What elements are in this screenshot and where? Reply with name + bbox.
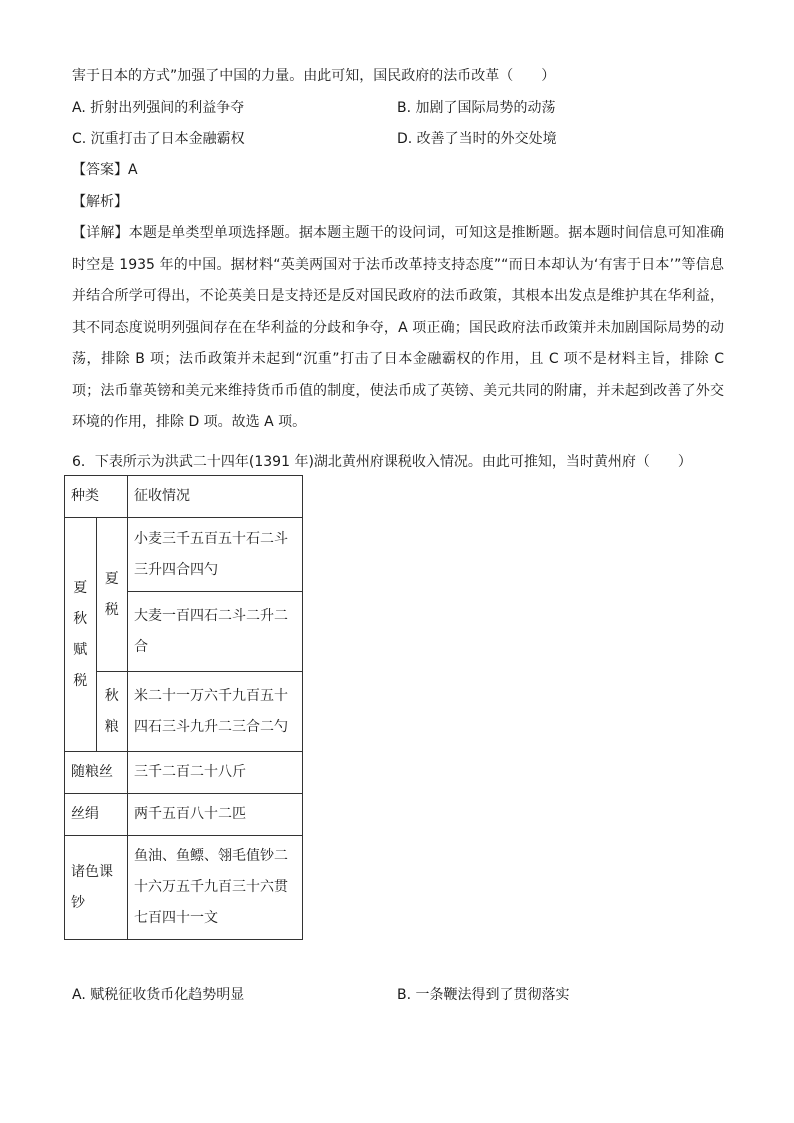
- q5-option-c: C. 沉重打击了日本金融霸权: [72, 131, 245, 147]
- answer-label: 【答案】: [72, 162, 128, 178]
- q5-option-b: B. 加剧了国际局势的动荡: [397, 100, 556, 116]
- juan-value: 两千五百八十二匹: [128, 794, 303, 836]
- q5-option-d: D. 改善了当时的外交处境: [397, 131, 557, 147]
- q6-option-b: B. 一条鞭法得到了贯彻落实: [397, 987, 570, 1003]
- detail-text: 本题是单类型单项选择题。据本题主题干的设问词，可知这是推断题。据本题时间信息可知准确时空是 1935 年的中国。据材料“英美两国对于法币改革持支持态度”“而日本却认为‘有害于日本’”等信息并结合所学可得出，不论英美日是支持还是反对国民政府的法币政策，其根本出发点是维护其在华利益，其不同态度说明列强间存在在华利益的分歧和争夺，A 项正确；国民政府法币政策并未加剧国际局势的动荡，排除 B 项；法币政策并未起到“沉重”打击了日本金融霸权的作用，且 C 项不是材料主旨，排除 C 项；法币靠英镑和美元来维持货币币值的制度，使法币成了英镑、美元共同的附庸，并未起到改善了外交环境的作用，排除 D 项。故选 A 项。: [72, 225, 725, 430]
- sub-summer-tax: 夏税: [96, 518, 128, 672]
- misc-tax-label: 诸色课钞: [65, 836, 128, 940]
- group-summer-autumn-tax: 夏秋赋税: [65, 518, 97, 752]
- wheat-value: 小麦三千五百五十石二斗三升四合四勺: [128, 518, 303, 592]
- q6-stem: 6．下表所示为洪武二十四年(1391 年)湖北黄州府课税收入情况。由此可推知，当时黄州府（ ）: [72, 454, 692, 470]
- barley-value: 大麦一百四石二斗二升二合: [128, 592, 303, 672]
- q5-answer: [72, 160, 138, 180]
- detail-label: 【详解】: [72, 225, 129, 241]
- sub-autumn-grain: 秋粮: [96, 672, 128, 752]
- q5-option-a: A. 折射出列强间的利益争夺: [72, 100, 245, 116]
- answer-value: A: [128, 162, 138, 178]
- tax-table: [64, 475, 303, 940]
- q5-stem-tail: 害于日本的方式”加强了中国的力量。由此可知，国民政府的法币改革（ ）: [72, 68, 556, 84]
- q5-detail: [72, 218, 724, 439]
- rice-value: 米二十一万六千九百五十四石三斗九升二三合二勺: [128, 672, 303, 752]
- misc-tax-value: 鱼油、鱼鳔、翎毛值钞二十六万五千九百三十六贯七百四十一文: [128, 836, 303, 940]
- silk-value: 三千二百二十八斤: [128, 752, 303, 794]
- silk-label: 随粮丝: [65, 752, 128, 794]
- juan-label: 丝绢: [65, 794, 128, 836]
- analysis-label: 【解析】: [72, 194, 128, 210]
- header-collection: 征收情况: [128, 476, 303, 518]
- header-category: 种类: [65, 476, 128, 518]
- q6-option-a: A. 赋税征收货币化趋势明显: [72, 987, 245, 1003]
